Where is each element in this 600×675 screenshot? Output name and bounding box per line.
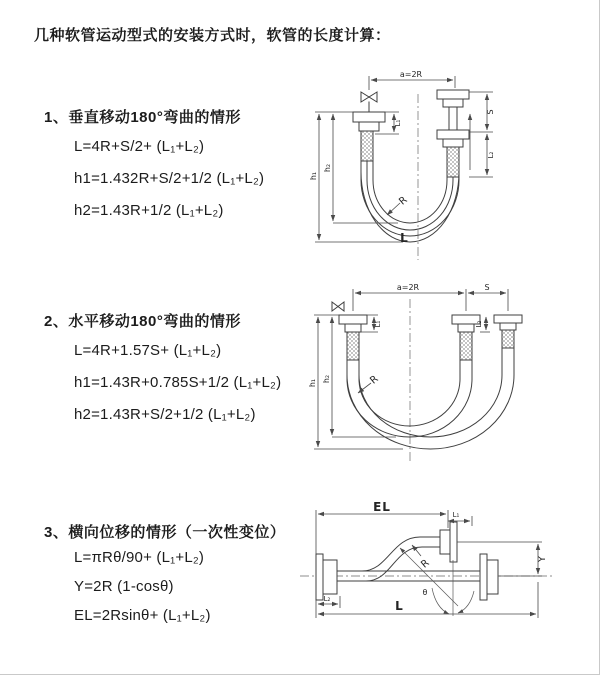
dim-label-s: S: [484, 283, 490, 292]
hose-curve: [359, 360, 460, 426]
radius-label: R: [368, 373, 381, 387]
section3-heading: 3、横向位移的情形（一次性变位）: [44, 524, 286, 541]
dim-label-l1: L₁: [374, 320, 382, 328]
dim-label-s: S: [486, 109, 495, 115]
braid-section: [502, 330, 514, 348]
section1-formula-h1: h1=1.432R+S/2+1/2 (L₁+L₂): [74, 170, 265, 187]
section1-formula-L: L=4R+S/2+ (L₁+L₂): [74, 138, 205, 155]
hose-curve-displaced: [359, 348, 502, 437]
hose-drawing: [316, 522, 498, 600]
flange-right-original: [480, 554, 498, 600]
dim-label-span: a=2R: [399, 70, 423, 79]
hose-drawing: [353, 90, 469, 242]
dim-label-l1: L₁: [394, 119, 402, 127]
dim-label-el: EL: [373, 500, 391, 514]
section1-heading: 1、垂直移动180°弯曲的情形: [44, 109, 241, 126]
dim-label-l2: L₂: [323, 595, 331, 603]
hose-curve: [367, 161, 453, 230]
diagram-lateral-displacement: [296, 496, 556, 651]
hose-curve: [373, 161, 447, 223]
hose-curve: [361, 161, 459, 236]
flange-right-lower: [437, 130, 469, 177]
braid-section: [460, 332, 472, 360]
braid-section: [347, 332, 359, 360]
section1-formula-h2: h2=1.43R+1/2 (L₁+L₂): [74, 202, 224, 219]
braid-section: [447, 147, 459, 177]
length-label: L: [400, 231, 408, 245]
dim-label-h2: h₂: [323, 163, 332, 173]
dimensions: [314, 289, 508, 449]
section3-formula-EL: EL=2Rsinθ+ (L₁+L₂): [74, 607, 211, 624]
dim-label-h1: h₁: [309, 171, 318, 181]
diagram-vertical-180-bend: [303, 64, 543, 264]
dimensions: [315, 76, 493, 242]
dim-label-h2: h₂: [322, 374, 331, 384]
dim-label-h1: h₁: [308, 378, 317, 388]
page-title: 几种软管运动型式的安装方式时，软管的长度计算：: [34, 27, 391, 44]
flange-right-upper: [437, 90, 469, 107]
section2-formula-h1: h1=1.43R+0.785S+1/2 (L₁+L₂): [74, 374, 282, 391]
flange-left: [316, 554, 337, 600]
construction-lines: [400, 548, 474, 616]
section3-formula-L: L=πRθ/90+ (L₁+L₂): [74, 549, 205, 566]
hose-drawing: [332, 302, 522, 449]
dim-label-l1: L₁: [452, 511, 460, 519]
dim-label-l2: L₂: [487, 151, 495, 159]
section2-heading: 2、水平移动180°弯曲的情形: [44, 313, 241, 330]
dim-label-y: Y: [537, 555, 548, 563]
valve-icon: [332, 302, 344, 311]
hose-curve: [347, 360, 472, 437]
dim-label-span: a=2R: [396, 283, 420, 292]
section2-formula-L: L=4R+1.57S+ (L₁+L₂): [74, 342, 222, 359]
section3-formula-Y: Y=2R (1-cosθ): [74, 578, 174, 595]
angle-label: θ: [422, 588, 428, 597]
flange-right-displaced: [494, 315, 522, 348]
braid-section: [361, 131, 373, 161]
length-label: L: [395, 599, 403, 613]
diagram-horizontal-180-bend: [308, 281, 553, 466]
dim-label-l2: L₂: [475, 320, 483, 328]
valve-icon: [361, 92, 377, 112]
flange-upper-displaced: [440, 522, 457, 562]
section2-formula-h2: h2=1.43R+S/2+1/2 (L₁+L₂): [74, 406, 256, 423]
radius-label: R: [419, 557, 432, 571]
radius-label: R: [397, 194, 410, 208]
flange-left: [339, 315, 367, 360]
flange-left: [353, 112, 385, 161]
